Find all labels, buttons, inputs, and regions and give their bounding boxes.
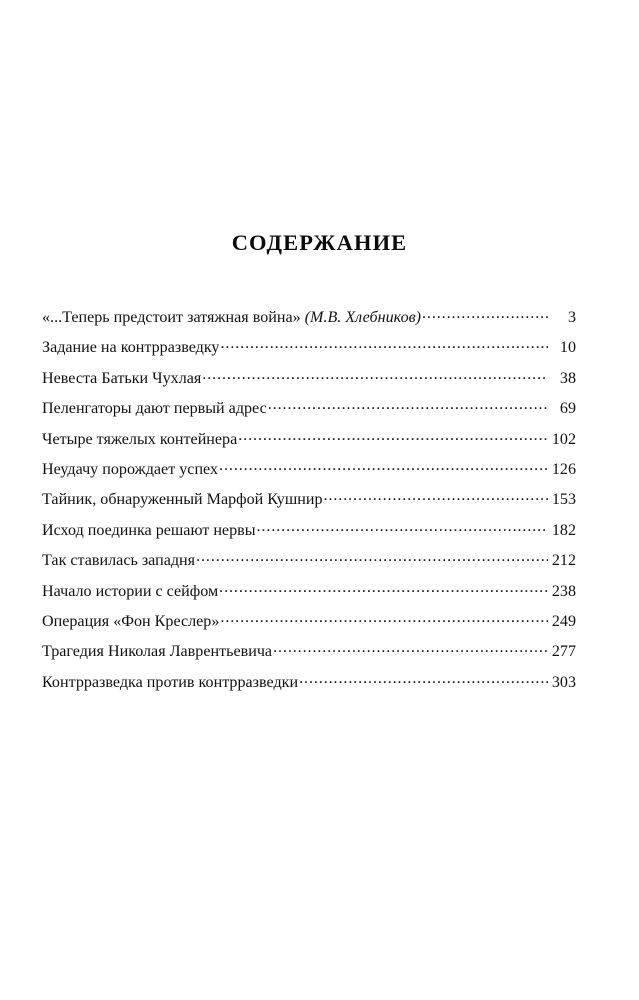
toc-entry[interactable] — [42, 549, 576, 579]
toc-entry-page-number: 102 — [551, 430, 576, 448]
dot-leader — [268, 397, 548, 413]
toc-entry-page-number: 3 — [567, 309, 576, 327]
toc-entry-page-number: 277 — [551, 643, 576, 661]
toc-entry-page-number: 69 — [559, 400, 576, 418]
dot-leader — [238, 428, 548, 444]
toc-entry-title: Четыре тяжелых контейнера — [42, 430, 238, 448]
dot-leader — [257, 519, 548, 535]
toc-entry-page-number: 153 — [551, 491, 576, 509]
toc-entry-title: Невеста Батьки Чухлая — [42, 369, 202, 387]
toc-entry-page-number: 10 — [559, 339, 576, 357]
toc-entry-byline: (М.В. Хлебников) — [304, 309, 421, 327]
toc-entry-title: Задание на контрразведку — [42, 339, 220, 357]
dot-leader — [422, 306, 548, 322]
toc-entry[interactable] — [42, 671, 576, 701]
toc-entry-page-number: 249 — [551, 613, 576, 630]
toc-entry[interactable] — [42, 367, 576, 397]
toc-entry[interactable] — [42, 488, 576, 518]
toc-entry-title: Исход поединка решают нервы — [42, 521, 256, 539]
toc-entry-title: Контрразведка против контрразведки — [42, 673, 299, 691]
dot-leader — [219, 458, 548, 474]
toc-entry-title: Пеленгаторы дают первый адрес — [42, 400, 267, 418]
dot-leader — [324, 488, 548, 504]
toc-entry[interactable] — [42, 458, 576, 488]
toc-entry-title: Трагедия Николая Лаврентьевича — [42, 643, 273, 661]
toc-entry-list — [42, 306, 576, 701]
dot-leader — [219, 580, 548, 596]
toc-entry-title: Операция «Фон Креслер» — [42, 613, 220, 630]
toc-entry[interactable] — [42, 306, 576, 336]
dot-leader — [202, 367, 548, 383]
toc-entry-page-number: 212 — [551, 552, 576, 570]
page-title: СОДЕРЖАНИЕ — [231, 230, 408, 255]
toc-entry[interactable] — [42, 640, 576, 670]
toc-entry[interactable] — [42, 580, 576, 610]
toc-entry-page-number: 126 — [551, 461, 576, 479]
toc-entry[interactable] — [42, 428, 576, 458]
toc-entry[interactable] — [42, 519, 576, 549]
toc-entry-page-number: 238 — [551, 582, 576, 600]
toc-entry-page-number: 303 — [551, 673, 576, 691]
toc-entry[interactable] — [42, 397, 576, 427]
dot-leader — [220, 336, 548, 352]
toc-entry[interactable] — [42, 336, 576, 366]
toc-entry[interactable] — [42, 610, 576, 640]
toc-entry-title: Так ставилась западня — [42, 552, 196, 570]
toc-entry-title-text: «...Теперь предстоит затяжная война» — [42, 309, 305, 327]
dot-leader — [196, 549, 548, 565]
toc-entry-page-number: 38 — [559, 369, 576, 387]
toc-entry-title: Тайник, обнаруженный Марфой Кушнир — [42, 491, 323, 509]
toc-entry-page-number: 182 — [551, 521, 576, 539]
dot-leader — [220, 610, 548, 626]
toc-entry-title — [42, 308, 421, 328]
dot-leader — [299, 671, 548, 687]
dot-leader — [273, 640, 548, 656]
toc-entry-title: Начало истории с сейфом — [42, 582, 219, 600]
toc-entry-title: Неудачу порождает успех — [42, 461, 219, 479]
